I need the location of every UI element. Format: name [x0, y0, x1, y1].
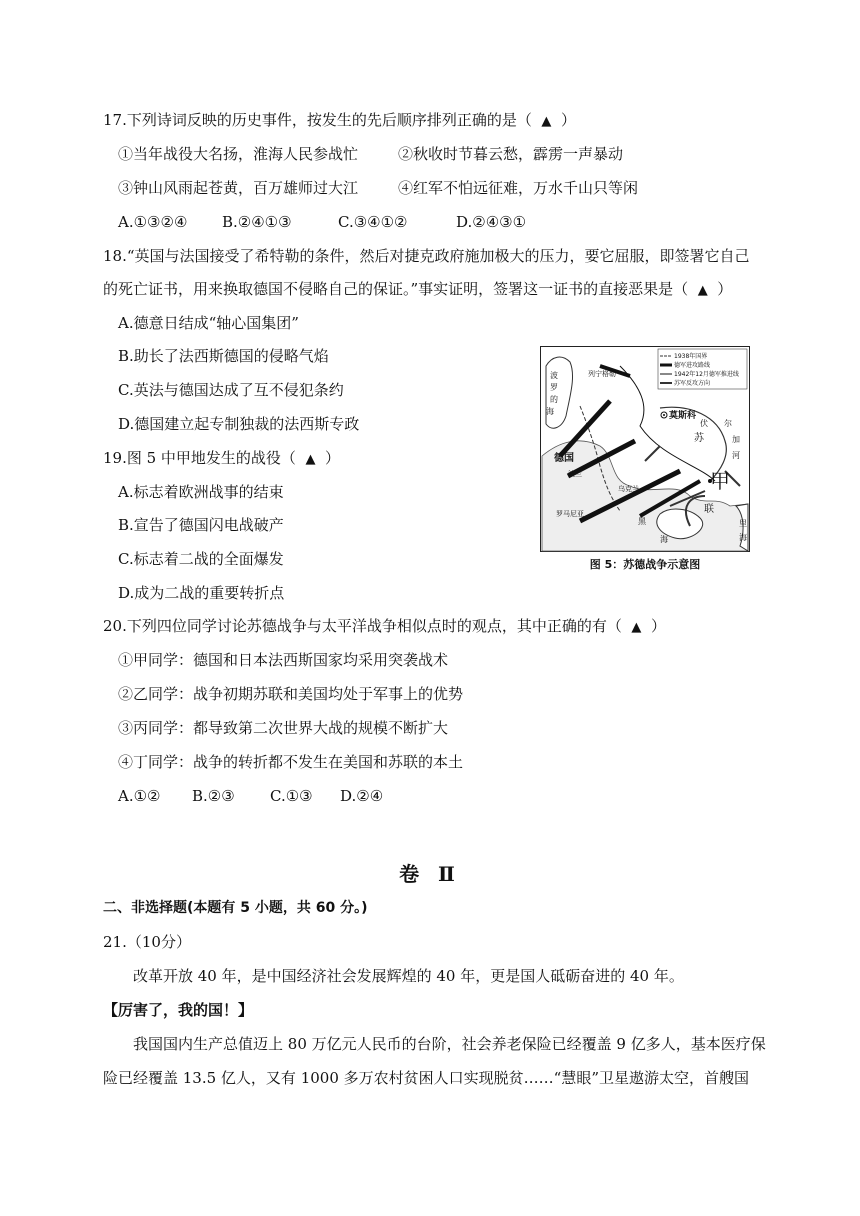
label-volga-2: 尔 [724, 419, 732, 428]
label-caspian-1: 里 [739, 519, 747, 528]
label-romania: 罗马尼亚 [556, 510, 584, 518]
label-jia: 甲 [710, 469, 730, 493]
q19-option-b: B.宣告了德国闪电战破产 [118, 516, 284, 534]
label-volga-3: 加 [732, 435, 740, 444]
q19-close: ） [325, 449, 341, 467]
label-moscow: 莫斯科 [669, 411, 697, 421]
label-ukraine: 乌克兰 [618, 485, 639, 493]
label-su: 苏 [694, 433, 704, 444]
label-volga-4: 河 [732, 451, 740, 460]
legend-border-label: 1938年国界 [674, 353, 708, 360]
label-caspian-2: 海 [739, 533, 747, 542]
q18-option-b: B.助长了法西斯德国的侵略气焰 [118, 347, 329, 365]
q20-option-a: A.①② [118, 787, 161, 805]
q21-para-line2: 险已经覆盖 13.5 亿人，又有 1000 多万农村贫困人口实现脱贫……“慧眼”卫星遨游太空，首艘国 [103, 1069, 749, 1087]
q20-item-4: ④丁同学：战争的转折都不发生在美国和苏联的本土 [118, 753, 464, 771]
q20-item-2: ②乙同学：战争初期苏联和美国均处于军事上的优势 [118, 685, 464, 703]
q20-option-c: C.①③ [270, 787, 313, 805]
q18-line1: 18.“英国与法国接受了希特勒的条件，然后对捷克政府施加极大的压力，要它屈服，即签署它自己 [103, 247, 750, 265]
q20-item-1: ①甲同学：德国和日本法西斯国家均采用突袭战术 [118, 651, 449, 669]
q21-intro: 改革开放 40 年，是中国经济社会发展辉煌的 40 年，更是国人砥砺奋进的 40 年。 [133, 967, 684, 985]
q19-stem-text: 19.图 5 中甲地发生的战役（ [103, 449, 296, 467]
label-leningrad: 列宁格勒 [588, 370, 616, 378]
label-baltic-1: 波 [550, 371, 558, 380]
q18-option-a: A.德意日结成“轴心国集团” [118, 314, 299, 332]
q21-score: 21.（10分） [103, 933, 191, 951]
map-caption: 图 5：苏德战争示意图 [589, 558, 701, 571]
q20-close: ） [650, 617, 666, 635]
section-title: 卷 Ⅱ [399, 862, 461, 886]
q17-stem [103, 110, 576, 132]
q17-item-3: ③钟山风雨起苍黄，百万雄师过大江 [118, 179, 359, 197]
label-germany: 德国 [554, 453, 574, 464]
q17-option-a: A.①③②④ [118, 213, 188, 231]
soviet-german-war-map [540, 346, 750, 552]
q17-option-d: D.②④③① [456, 213, 527, 231]
legend-attack-label: 德军进攻路线 [674, 362, 711, 369]
label-poland: 波兰 [568, 470, 582, 478]
q17-item-4: ④红军不怕远征难，万水千山只等闲 [398, 179, 639, 197]
label-lian: 联 [704, 504, 714, 515]
q19-option-c: C.标志着二战的全面爆发 [118, 550, 284, 568]
label-baltic-2: 罗 [550, 383, 558, 392]
q21-para-line1: 我国国内生产总值迈上 80 万亿元人民币的台阶，社会养老保险已经覆盖 9 亿多人，基本医疗保 [133, 1035, 766, 1053]
q20-option-d: D.②④ [340, 787, 384, 805]
q17-stem-text: 17.下列诗词反映的历史事件，按发生的先后顺序排列正确的是（ [103, 111, 532, 129]
q19-option-a: A.标志着欧洲战事的结束 [118, 483, 284, 501]
label-baltic-3: 的 [550, 395, 558, 404]
legend-front-label: 1942年12月德军推进线 [674, 371, 739, 378]
q17-item-2: ②秋收时节暮云愁，霹雳一声暴动 [398, 145, 624, 163]
label-black-1: 黑 [638, 517, 646, 526]
answer-mark-icon: ▲ [305, 452, 316, 467]
q20-option-b: B.②③ [192, 787, 235, 805]
q19-stem [103, 448, 340, 470]
q17-item-1: ①当年战役大名扬，淮海人民参战忙 [118, 145, 359, 163]
q17-close: ） [560, 111, 576, 129]
label-volga-1: 伏 [700, 419, 708, 428]
q18-option-c: C.英法与德国达成了互不侵犯条约 [118, 381, 344, 399]
q20-stem [103, 616, 666, 638]
q18-line2 [103, 279, 732, 301]
q18-line2-text: 的死亡证书，用来换取德国不侵略自己的保证。”事实证明，签署这一证书的直接恶果是（ [103, 280, 689, 298]
q17-option-b: B.②④①③ [222, 213, 292, 231]
q19-option-d: D.成为二战的重要转折点 [118, 584, 285, 602]
q20-item-3: ③丙同学：都导致第二次世界大战的规模不断扩大 [118, 719, 449, 737]
q21-subtitle: 【厉害了，我的国！】 [103, 1001, 254, 1019]
q17-option-c: C.③④①② [338, 213, 408, 231]
q18-option-d: D.德国建立起专制独裁的法西斯专政 [118, 415, 360, 433]
q18-close: ） [717, 280, 733, 298]
label-baltic-4: 海 [546, 407, 554, 416]
answer-mark-icon: ▲ [697, 283, 708, 298]
legend-counter-label: 苏军反攻方向 [674, 380, 711, 387]
q20-stem-text: 20.下列四位同学讨论苏德战争与太平洋战争相似点时的观点，其中正确的有（ [103, 617, 622, 635]
moscow-marker-dot [663, 414, 665, 416]
section-heading: 二、非选择题(本题有 5 小题，共 60 分。) [103, 900, 368, 916]
answer-mark-icon: ▲ [631, 620, 642, 635]
label-black-2: 海 [660, 535, 668, 544]
answer-mark-icon: ▲ [541, 114, 552, 129]
